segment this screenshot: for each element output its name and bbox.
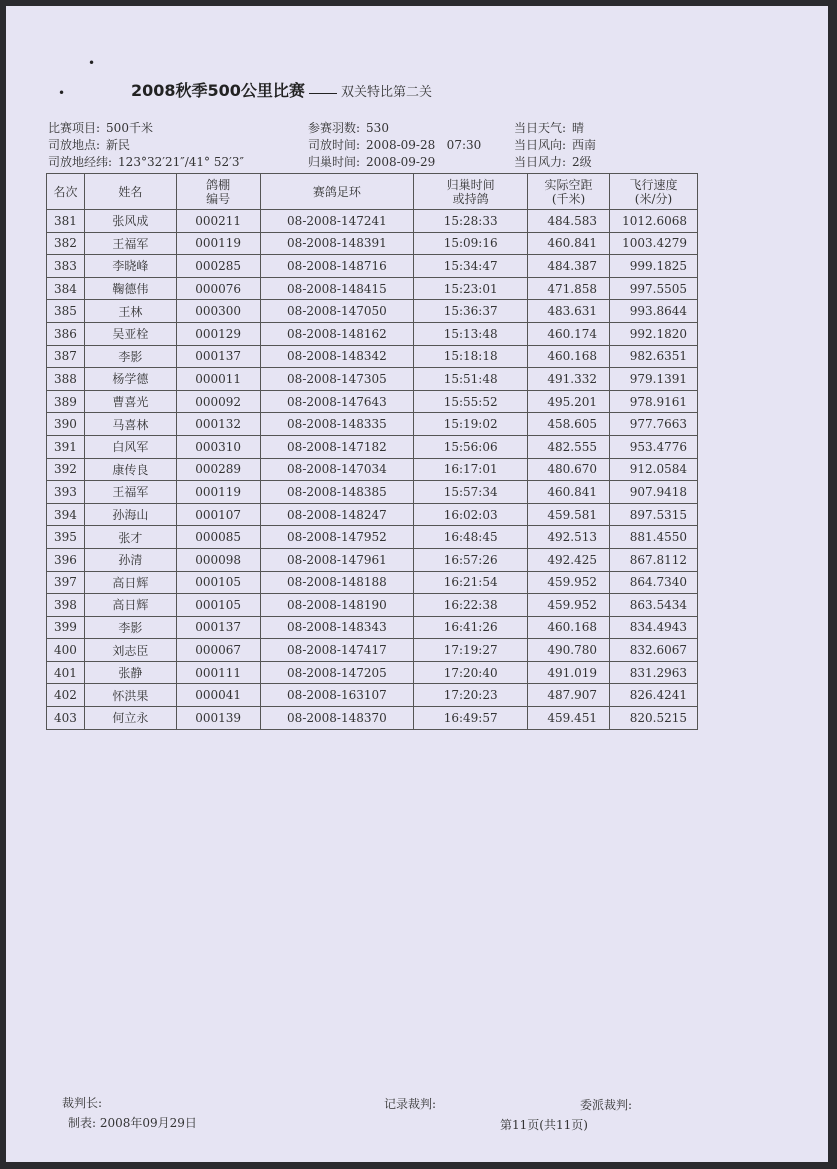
table-row: [47, 594, 698, 617]
rank-cell: 390: [47, 413, 85, 436]
ring-cell: 08-2008-147241: [260, 210, 414, 233]
rank-cell: 384: [47, 277, 85, 300]
ink-dot: •: [58, 86, 66, 100]
rank-cell: 399: [47, 616, 85, 639]
info-coordinates: 司放地经纬: 123°32′21″/41° 52′3″: [48, 155, 244, 169]
col-header-loft: 鸽棚 编号: [176, 174, 260, 210]
document-page: [6, 6, 828, 1162]
col-header-name: 姓名: [84, 174, 176, 210]
speed-cell: 867.8112: [610, 548, 698, 571]
speed-cell: 982.6351: [610, 345, 698, 368]
name-cell: 刘志臣: [84, 639, 176, 662]
arrival-cell: 15:56:06: [414, 435, 528, 458]
rank-cell: 385: [47, 300, 85, 323]
loft-cell: 000098: [176, 548, 260, 571]
col-header-ring: 赛鸽足环: [260, 174, 414, 210]
rank-cell: 395: [47, 526, 85, 549]
loft-cell: 000092: [176, 390, 260, 413]
table-row: [47, 210, 698, 233]
distance-cell: 492.425: [528, 548, 610, 571]
arrival-cell: 17:20:40: [414, 661, 528, 684]
distance-cell: 491.332: [528, 368, 610, 391]
ring-cell: 08-2008-148162: [260, 322, 414, 345]
name-cell: 白风军: [84, 435, 176, 458]
speed-cell: 832.6067: [610, 639, 698, 662]
ring-cell: 08-2008-148391: [260, 232, 414, 255]
arrival-cell: 15:18:18: [414, 345, 528, 368]
name-cell: 吴亚栓: [84, 322, 176, 345]
arrival-cell: 16:02:03: [414, 503, 528, 526]
distance-cell: 491.019: [528, 661, 610, 684]
distance-cell: 492.513: [528, 526, 610, 549]
info-count: 参赛羽数: 530: [308, 121, 389, 135]
rank-cell: 398: [47, 594, 85, 617]
distance-cell: 484.387: [528, 255, 610, 278]
arrival-cell: 15:28:33: [414, 210, 528, 233]
table-row: [47, 390, 698, 413]
rank-cell: 383: [47, 255, 85, 278]
info-return-time: 归巢时间: 2008-09-29: [308, 155, 436, 169]
name-cell: 孙海山: [84, 503, 176, 526]
loft-cell: 000105: [176, 594, 260, 617]
results-table: [46, 173, 698, 730]
rank-cell: 382: [47, 232, 85, 255]
name-cell: 高日辉: [84, 594, 176, 617]
arrival-cell: 15:13:48: [414, 322, 528, 345]
table-row: [47, 435, 698, 458]
distance-cell: 495.201: [528, 390, 610, 413]
name-cell: 鞠德伟: [84, 277, 176, 300]
arrival-cell: 15:23:01: [414, 277, 528, 300]
loft-cell: 000041: [176, 684, 260, 707]
distance-cell: 460.168: [528, 616, 610, 639]
col-header-speed: 飞行速度 (米/分): [610, 174, 698, 210]
arrival-cell: 16:22:38: [414, 594, 528, 617]
speed-cell: 864.7340: [610, 571, 698, 594]
arrival-cell: 16:48:45: [414, 526, 528, 549]
ring-cell: 08-2008-148343: [260, 616, 414, 639]
name-cell: 高日辉: [84, 571, 176, 594]
ring-cell: 08-2008-163107: [260, 684, 414, 707]
distance-cell: 459.952: [528, 571, 610, 594]
speed-cell: 1012.6068: [610, 210, 698, 233]
page-number: 第11页(共11页): [500, 1118, 588, 1132]
arrival-cell: 15:57:34: [414, 481, 528, 504]
distance-cell: 458.605: [528, 413, 610, 436]
distance-cell: 459.581: [528, 503, 610, 526]
loft-cell: 000129: [176, 322, 260, 345]
table-row: [47, 616, 698, 639]
rank-cell: 400: [47, 639, 85, 662]
ring-cell: 08-2008-147952: [260, 526, 414, 549]
distance-cell: 460.174: [528, 322, 610, 345]
table-row: [47, 503, 698, 526]
arrival-cell: 15:51:48: [414, 368, 528, 391]
name-cell: 康传良: [84, 458, 176, 481]
table-row: [47, 413, 698, 436]
name-cell: 张风成: [84, 210, 176, 233]
recording-judge-label: 记录裁判:: [384, 1097, 437, 1111]
table-row: [47, 548, 698, 571]
chief-judge-label: 裁判长:: [62, 1096, 103, 1110]
arrival-cell: 16:57:26: [414, 548, 528, 571]
rank-cell: 401: [47, 661, 85, 684]
distance-cell: 459.451: [528, 707, 610, 730]
distance-cell: 487.907: [528, 684, 610, 707]
arrival-cell: 16:21:54: [414, 571, 528, 594]
name-cell: 马喜林: [84, 413, 176, 436]
col-header-rank: 名次: [47, 174, 85, 210]
table-row: [47, 481, 698, 504]
distance-cell: 460.841: [528, 481, 610, 504]
arrival-cell: 15:55:52: [414, 390, 528, 413]
col-header-arrival: 归巢时间 或持鸽: [414, 174, 528, 210]
ring-cell: 08-2008-147417: [260, 639, 414, 662]
distance-cell: 484.583: [528, 210, 610, 233]
ring-cell: 08-2008-147034: [260, 458, 414, 481]
ink-dot: •: [88, 56, 96, 70]
ring-cell: 08-2008-148247: [260, 503, 414, 526]
name-cell: 李晓峰: [84, 255, 176, 278]
loft-cell: 000132: [176, 413, 260, 436]
distance-cell: 471.858: [528, 277, 610, 300]
loft-cell: 000107: [176, 503, 260, 526]
speed-cell: 977.7663: [610, 413, 698, 436]
arrival-cell: 17:19:27: [414, 639, 528, 662]
ring-cell: 08-2008-147205: [260, 661, 414, 684]
ring-cell: 08-2008-148370: [260, 707, 414, 730]
loft-cell: 000119: [176, 232, 260, 255]
info-project: 比赛项目: 500千米: [48, 121, 153, 135]
name-cell: 王林: [84, 300, 176, 323]
speed-cell: 997.5505: [610, 277, 698, 300]
rank-cell: 396: [47, 548, 85, 571]
subtitle-text: 双关特比第二关: [340, 85, 432, 100]
arrival-cell: 15:34:47: [414, 255, 528, 278]
loft-cell: 000289: [176, 458, 260, 481]
arrival-cell: 15:19:02: [414, 413, 528, 436]
loft-cell: 000137: [176, 345, 260, 368]
distance-cell: 459.952: [528, 594, 610, 617]
rank-cell: 397: [47, 571, 85, 594]
ring-cell: 08-2008-148190: [260, 594, 414, 617]
rank-cell: 386: [47, 322, 85, 345]
loft-cell: 000285: [176, 255, 260, 278]
speed-cell: 978.9161: [610, 390, 698, 413]
loft-cell: 000300: [176, 300, 260, 323]
loft-cell: 000076: [176, 277, 260, 300]
rank-cell: 392: [47, 458, 85, 481]
name-cell: 王福军: [84, 481, 176, 504]
table-row: [47, 639, 698, 662]
table-row: [47, 458, 698, 481]
speed-cell: 820.5215: [610, 707, 698, 730]
rank-cell: 394: [47, 503, 85, 526]
distance-cell: 483.631: [528, 300, 610, 323]
distance-cell: 460.841: [528, 232, 610, 255]
speed-cell: 979.1391: [610, 368, 698, 391]
name-cell: 李影: [84, 345, 176, 368]
speed-cell: 992.1820: [610, 322, 698, 345]
table-row: [47, 526, 698, 549]
table-row: [47, 345, 698, 368]
arrival-cell: 15:09:16: [414, 232, 528, 255]
info-location: 司放地点: 新民: [48, 138, 131, 152]
loft-cell: 000310: [176, 435, 260, 458]
ring-cell: 08-2008-148415: [260, 277, 414, 300]
table-row: [47, 277, 698, 300]
table-row: [47, 255, 698, 278]
speed-cell: 831.2963: [610, 661, 698, 684]
name-cell: 张静: [84, 661, 176, 684]
table-row: [47, 322, 698, 345]
speed-cell: 897.5315: [610, 503, 698, 526]
name-cell: 王福军: [84, 232, 176, 255]
table-row: [47, 232, 698, 255]
ring-cell: 08-2008-147305: [260, 368, 414, 391]
ring-cell: 08-2008-148342: [260, 345, 414, 368]
arrival-cell: 16:49:57: [414, 707, 528, 730]
table-row: [47, 661, 698, 684]
arrival-cell: 16:17:01: [414, 458, 528, 481]
arrival-cell: 17:20:23: [414, 684, 528, 707]
loft-cell: 000105: [176, 571, 260, 594]
speed-cell: 826.4241: [610, 684, 698, 707]
info-wind-force: 当日风力: 2级: [514, 155, 592, 169]
speed-cell: 863.5434: [610, 594, 698, 617]
speed-cell: 834.4943: [610, 616, 698, 639]
name-cell: 何立永: [84, 707, 176, 730]
arrival-cell: 16:41:26: [414, 616, 528, 639]
loft-cell: 000067: [176, 639, 260, 662]
name-cell: 曹喜光: [84, 390, 176, 413]
appointed-judge-label: 委派裁判:: [580, 1098, 633, 1112]
name-cell: 杨学德: [84, 368, 176, 391]
distance-cell: 460.168: [528, 345, 610, 368]
loft-cell: 000139: [176, 707, 260, 730]
document-title: [131, 78, 432, 101]
table-row: [47, 707, 698, 730]
distance-cell: 482.555: [528, 435, 610, 458]
info-weather: 当日天气: 晴: [514, 121, 585, 135]
rank-cell: 387: [47, 345, 85, 368]
ring-cell: 08-2008-147961: [260, 548, 414, 571]
speed-cell: 881.4550: [610, 526, 698, 549]
speed-cell: 993.8644: [610, 300, 698, 323]
ring-cell: 08-2008-148716: [260, 255, 414, 278]
made-by-date: 制表: 2008年09月29日: [68, 1116, 197, 1130]
speed-cell: 907.9418: [610, 481, 698, 504]
ring-cell: 08-2008-148385: [260, 481, 414, 504]
info-wind-direction: 当日风向: 西南: [514, 138, 597, 152]
name-cell: 张才: [84, 526, 176, 549]
table-body: [47, 210, 698, 730]
name-cell: 孙清: [84, 548, 176, 571]
table-row: [47, 684, 698, 707]
table-row: [47, 571, 698, 594]
distance-cell: 480.670: [528, 458, 610, 481]
loft-cell: 000211: [176, 210, 260, 233]
distance-cell: 490.780: [528, 639, 610, 662]
rank-cell: 402: [47, 684, 85, 707]
ring-cell: 08-2008-147643: [260, 390, 414, 413]
ring-cell: 08-2008-148188: [260, 571, 414, 594]
title-text: 2008秋季500公里比赛: [131, 81, 305, 100]
speed-cell: 999.1825: [610, 255, 698, 278]
col-header-distance: 实际空距 (千米): [528, 174, 610, 210]
table-row: [47, 300, 698, 323]
table-row: [47, 368, 698, 391]
rank-cell: 391: [47, 435, 85, 458]
rank-cell: 393: [47, 481, 85, 504]
name-cell: 怀洪果: [84, 684, 176, 707]
rank-cell: 381: [47, 210, 85, 233]
loft-cell: 000119: [176, 481, 260, 504]
info-release-time: 司放时间: 2008-09-28 07:30: [308, 138, 482, 152]
arrival-cell: 15:36:37: [414, 300, 528, 323]
ring-cell: 08-2008-148335: [260, 413, 414, 436]
speed-cell: 1003.4279: [610, 232, 698, 255]
loft-cell: 000085: [176, 526, 260, 549]
ring-cell: 08-2008-147050: [260, 300, 414, 323]
rank-cell: 388: [47, 368, 85, 391]
speed-cell: 912.0584: [610, 458, 698, 481]
speed-cell: 953.4776: [610, 435, 698, 458]
title-underline: [309, 93, 337, 94]
rank-cell: 403: [47, 707, 85, 730]
table-header-row: [47, 174, 698, 210]
loft-cell: 000111: [176, 661, 260, 684]
ring-cell: 08-2008-147182: [260, 435, 414, 458]
name-cell: 李影: [84, 616, 176, 639]
loft-cell: 000011: [176, 368, 260, 391]
loft-cell: 000137: [176, 616, 260, 639]
rank-cell: 389: [47, 390, 85, 413]
